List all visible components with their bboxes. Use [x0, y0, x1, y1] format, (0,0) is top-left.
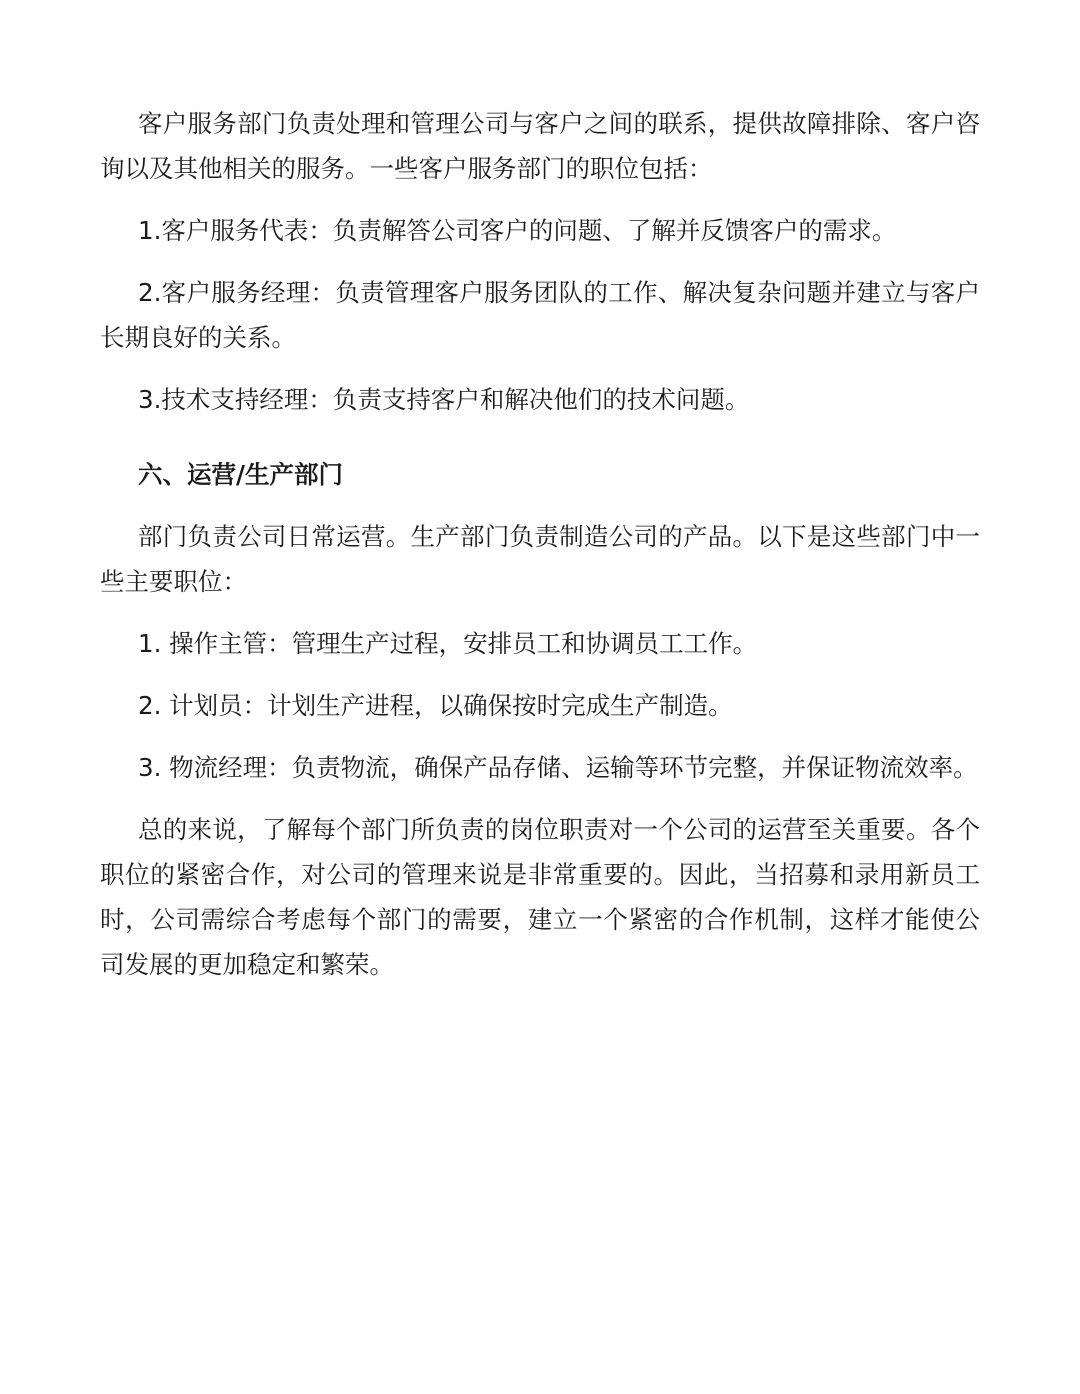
operations-item-2: 2. 计划员：计划生产进程，以确保按时完成生产制造。 — [138, 691, 733, 720]
document-page — [100, 101, 980, 987]
customer-service-intro: 客户服务部门负责处理和管理公司与客户之间的联系，提供故障排除、客户咨询以及其他相关的服务。一些客户服务部门的职位包括： — [100, 109, 980, 183]
operations-intro: 部门负责公司日常运营。生产部门负责制造公司的产品。以下是这些部门中一些主要职位： — [100, 522, 980, 596]
conclusion-paragraph: 总的来说，了解每个部门所负责的岗位职责对一个公司的运营至关重要。各个职位的紧密合作，对公司的管理来说是非常重要的。因此，当招募和录用新员工时，公司需综合考虑每个部门的需要，建立一个紧密的合作机制，这样才能使公司发展的更加稳定和繁荣。 — [100, 815, 980, 979]
customer-service-item-1: 1.客户服务代表：负责解答公司客户的问题、了解并反馈客户的需求。 — [138, 216, 897, 245]
customer-service-item-2: 2.客户服务经理：负责管理客户服务团队的工作、解决复杂问题并建立与客户长期良好的关系。 — [100, 278, 980, 352]
operations-item-1: 1. 操作主管：管理生产过程，安排员工和协调员工工作。 — [138, 629, 758, 658]
customer-service-item-3: 3.技术支持经理：负责支持客户和解决他们的技术问题。 — [138, 385, 750, 414]
section-heading-operations: 六、运营/生产部门 — [138, 460, 343, 489]
operations-item-3: 3. 物流经理：负责物流，确保产品存储、运输等环节完整，并保证物流效率。 — [138, 753, 978, 782]
